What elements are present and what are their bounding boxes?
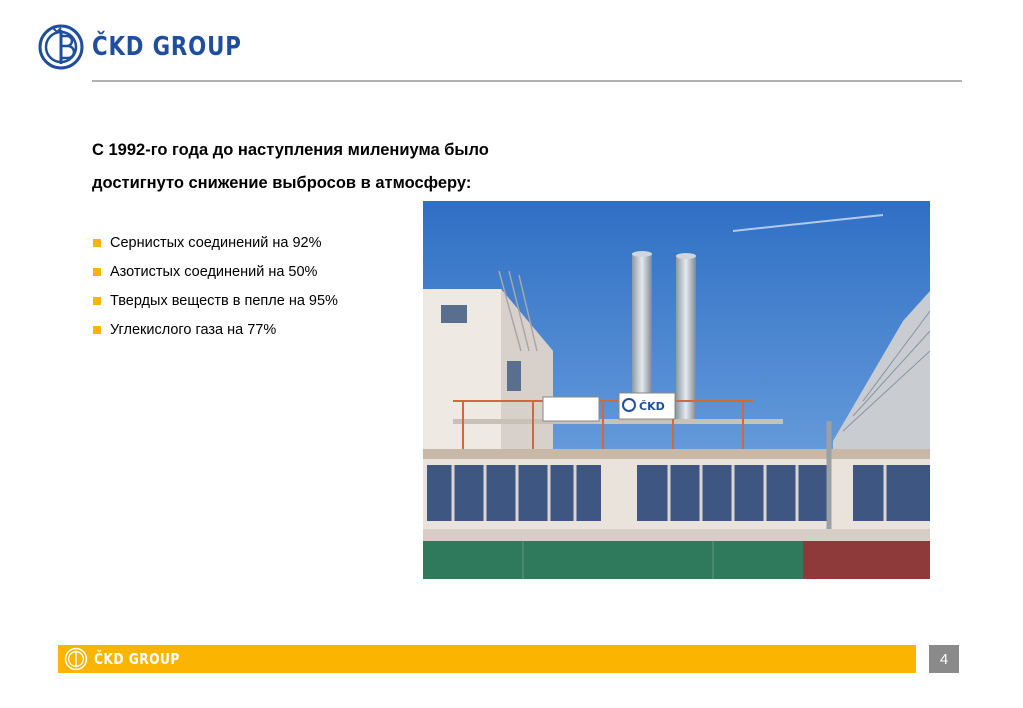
header-logo-text: ČKD GROUP [92,32,242,62]
page-number: 4 [929,645,959,673]
photo-sign-text: ČKD [639,400,665,413]
slide-heading [92,134,552,200]
list-item [93,257,338,286]
bullet-square-icon [93,268,101,276]
heading-line-2: достигнуто снижение выбросов в атмосферу: [92,174,472,192]
footer-bar [58,645,916,673]
power-plant-photo [423,201,930,579]
heading-line-1: С 1992-го года до наступления милениума было [92,141,489,159]
list-item [93,286,338,315]
bullet-square-icon [93,297,101,305]
ckd-emblem-icon [38,24,84,70]
list-item-text: Азотистых соединений на 50% [110,263,318,280]
list-item-text: Углекислого газа на 77% [110,321,277,338]
list-item [93,228,338,257]
footer-emblem-icon [64,647,88,671]
emission-reduction-list [93,228,338,344]
footer-logo-text: ČKD GROUP [94,650,180,668]
bullet-square-icon [93,239,101,247]
header-logo [38,24,275,70]
list-item-text: Твердых веществ в пепле на 95% [110,292,338,309]
power-plant-illustration [423,201,930,579]
bullet-square-icon [93,326,101,334]
header-divider [92,80,962,82]
list-item [93,315,338,344]
list-item-text: Сернистых соединений на 92% [110,234,322,251]
